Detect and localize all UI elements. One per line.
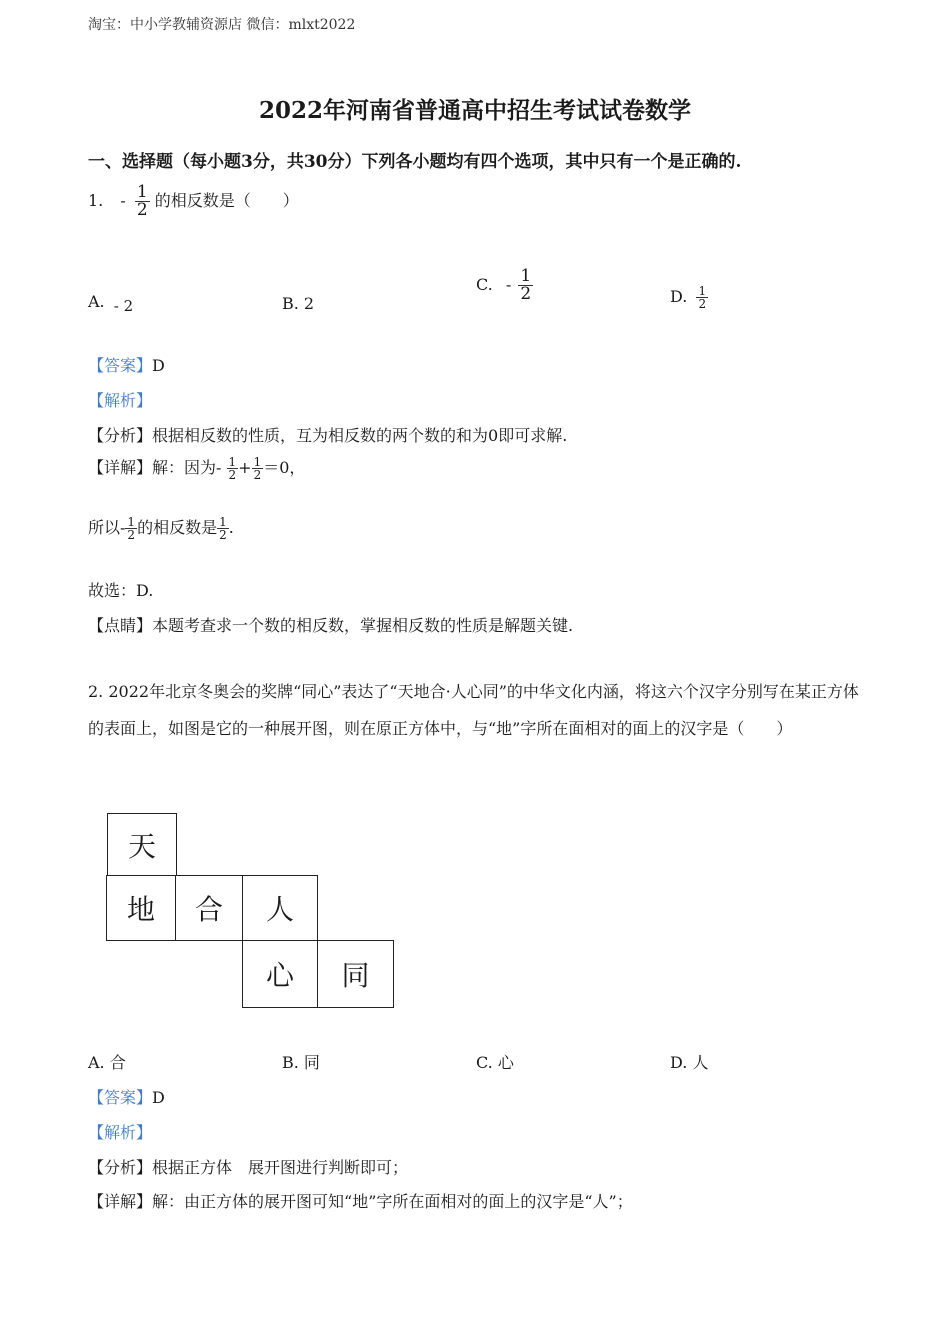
xiangjie-text: 解：因为- bbox=[152, 458, 222, 477]
net-cell-tong: 同 bbox=[317, 940, 394, 1008]
fenxi-tag: 【分析】 bbox=[88, 1158, 153, 1177]
dianjing-line bbox=[88, 613, 573, 636]
denominator: 2 bbox=[520, 284, 532, 304]
net-cell-di: 地 bbox=[106, 875, 176, 941]
denominator: 2 bbox=[219, 528, 227, 542]
option-b: B. 同 bbox=[282, 1053, 320, 1072]
fenxi-text: 根据相反数的性质，互为相反数的两个数的和为0即可求解. bbox=[152, 426, 568, 445]
suoyi-end: . bbox=[228, 518, 234, 537]
fenxi-text: 根据正方体 展开图进行判断即可； bbox=[152, 1158, 409, 1177]
denominator: 2 bbox=[127, 528, 136, 542]
net-cell-ren: 人 bbox=[242, 875, 318, 941]
option-c bbox=[476, 268, 533, 303]
net-cell-he: 合 bbox=[175, 875, 243, 941]
fraction bbox=[135, 184, 150, 219]
answer-value: D bbox=[152, 1088, 165, 1107]
numerator: 1 bbox=[127, 515, 136, 529]
fenxi-line bbox=[88, 423, 567, 446]
question-2: 2. 2022年北京冬奥会的奖牌“同心”表达了“天地合·人心同”的中华文化内涵，将这六个汉字分别写在某正方体的表面上，如图是它的一种展开图，则在原正方体中，与“地”字所在面相对的面上的汉字是（ ） bbox=[88, 682, 859, 738]
suoyi-text: 所以- bbox=[88, 518, 126, 537]
page-header: 淘宝：中小学教辅资源店 微信：mlxt2022 bbox=[88, 17, 356, 33]
fraction bbox=[696, 285, 708, 310]
option-d bbox=[670, 285, 708, 310]
option-b: B. 2 bbox=[282, 294, 315, 313]
option-d: D. 人 bbox=[670, 1053, 709, 1072]
fraction bbox=[217, 516, 229, 541]
fenxi-line bbox=[88, 1155, 408, 1178]
section-heading: 一、选择题（每小题3分，共30分）下列各小题均有四个选项，其中只有一个是正确的. bbox=[88, 152, 742, 172]
suoyi-line bbox=[88, 515, 234, 541]
xiangjie-tag: 【详解】 bbox=[88, 1192, 153, 1211]
fraction bbox=[227, 456, 239, 481]
option-value: - 2 bbox=[113, 297, 134, 315]
answer-tag: 【答案】 bbox=[88, 1088, 153, 1107]
fraction bbox=[125, 516, 137, 541]
option-label: D. bbox=[670, 287, 688, 306]
fraction bbox=[252, 456, 264, 481]
xiangjie-text: 解：由正方体的展开图可知“地”字所在面相对的面上的汉字是“人”； bbox=[152, 1192, 633, 1211]
answer-line bbox=[88, 353, 165, 376]
denominator: 2 bbox=[253, 468, 262, 482]
negative-sign: - bbox=[505, 275, 512, 294]
option-c: C. 心 bbox=[476, 1053, 514, 1072]
fraction bbox=[518, 268, 533, 303]
option-a: A. 合 bbox=[88, 1053, 126, 1072]
answer-tag: 【答案】 bbox=[88, 356, 153, 375]
numerator: 1 bbox=[253, 455, 262, 469]
option-label: A. bbox=[88, 292, 105, 311]
xiangjie-result: ＝0， bbox=[263, 458, 306, 477]
analysis-tag: 【解析】 bbox=[88, 391, 153, 410]
net-cell-tian: 天 bbox=[107, 813, 177, 876]
numerator: 1 bbox=[228, 455, 237, 469]
numerator: 1 bbox=[698, 284, 707, 298]
dianjing-tag: 【点睛】 bbox=[88, 616, 153, 635]
xiangjie-line bbox=[88, 1189, 633, 1212]
numerator: 1 bbox=[520, 266, 532, 286]
guxuan-line: 故选：D. bbox=[88, 581, 154, 600]
numerator: 1 bbox=[219, 515, 227, 529]
numerator: 1 bbox=[136, 182, 148, 202]
suoyi-middle: 的相反数是 bbox=[137, 518, 218, 537]
page-title: 2022年河南省普通高中招生考试试卷数学 bbox=[258, 97, 691, 124]
xiangjie-line bbox=[88, 455, 305, 481]
denominator: 2 bbox=[136, 200, 148, 220]
negative-sign: - bbox=[120, 191, 126, 210]
answer-value: D bbox=[152, 356, 165, 375]
net-cell-xin: 心 bbox=[242, 940, 318, 1008]
option-label: C. bbox=[476, 275, 493, 294]
fenxi-tag: 【分析】 bbox=[88, 426, 153, 445]
plus-sign: + bbox=[238, 458, 252, 477]
dianjing-text: 本题考查求一个数的相反数，掌握相反数的性质是解题关键. bbox=[152, 616, 574, 635]
answer-line bbox=[88, 1085, 165, 1108]
question-number: 1. bbox=[88, 191, 104, 210]
question-1 bbox=[88, 184, 299, 219]
analysis-tag: 【解析】 bbox=[88, 1123, 153, 1142]
option-a bbox=[88, 292, 134, 315]
denominator: 2 bbox=[698, 297, 707, 311]
xiangjie-tag: 【详解】 bbox=[88, 458, 153, 477]
denominator: 2 bbox=[228, 468, 237, 482]
question-text: 的相反数是（ ） bbox=[154, 191, 299, 210]
